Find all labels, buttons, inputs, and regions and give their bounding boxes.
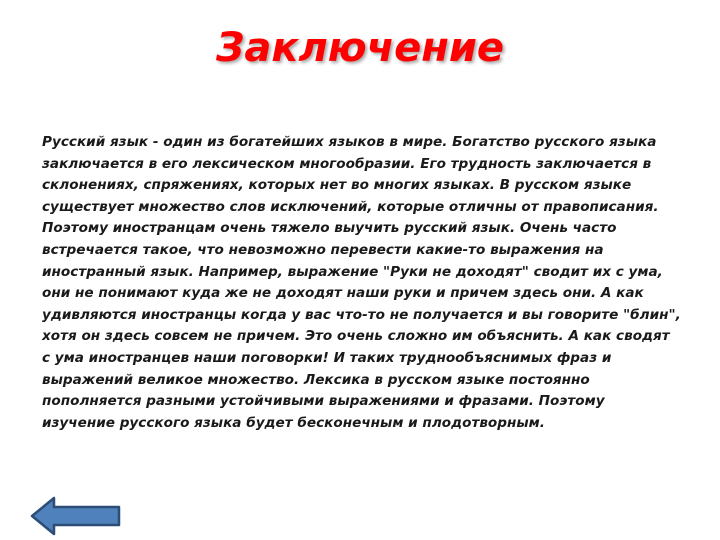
left-arrow-icon [30, 496, 122, 536]
back-button[interactable] [30, 496, 122, 536]
slide-title: Заключение [215, 25, 505, 71]
slide-body-text: Русский язык - один из богатейших языков в мире. Богатство русского языка заключается в его лексическом многообразии. Его трудность заключается в склонениях, спряжениях, которых нет во многих языках. В русском языке существует множество слов исключений, которые отличны от правописания. Поэтому иностранцам очень тяжело выучить русский язык. Очень часто встречается такое, что невозможно перевести какие-то выражения на иностранный язык. Например, выражение "Руки не доходят" сводит их с ума, они не понимают куда же не доходят наши руки и причем здесь они. А как удивляются иностранцы когда у вас что-то не получается и вы говорите "блин", хотя он здесь совсем не причем. Это очень сложно им объяснить. А как сводят с ума иностранцев наши поговорки! И таких труднообъяснимых фраз и выражений великое множество. Лексика в русском языке постоянно пополняется разными устойчивыми выражениями и фразами. Поэтому изучение русского языка будет бесконечным и плодотворным. [42, 134, 681, 431]
